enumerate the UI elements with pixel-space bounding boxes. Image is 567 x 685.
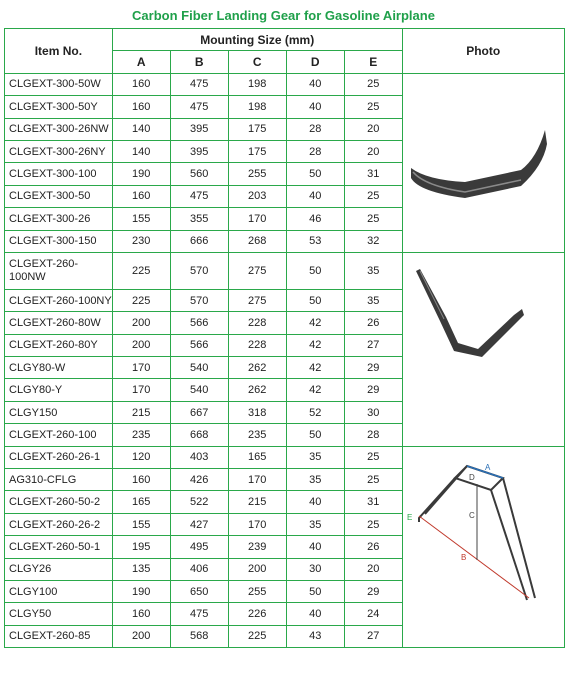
dim-b-cell: 475 — [170, 96, 228, 118]
dim-c-cell: 215 — [228, 491, 286, 513]
dim-b-cell: 560 — [170, 163, 228, 185]
item-no-cell: CLGY80-W — [5, 357, 113, 379]
col-c-header: C — [228, 51, 286, 73]
dim-c-cell: 262 — [228, 357, 286, 379]
item-no-cell: CLGEXT-260- 100NW — [5, 252, 113, 289]
dim-b-cell: 566 — [170, 312, 228, 334]
item-no-cell: CLGEXT-260-50-2 — [5, 491, 113, 513]
dim-b-cell: 475 — [170, 73, 228, 95]
dim-c-cell: 203 — [228, 185, 286, 207]
item-no-cell: CLGEXT-300-26NY — [5, 140, 113, 162]
dim-c-cell: 262 — [228, 379, 286, 401]
dim-d-cell: 42 — [286, 334, 344, 356]
dim-d-cell: 40 — [286, 96, 344, 118]
dim-c-cell: 170 — [228, 469, 286, 491]
dim-a-cell: 200 — [112, 312, 170, 334]
col-b-header: B — [170, 51, 228, 73]
dim-e-cell: 29 — [344, 580, 402, 602]
item-no-cell: CLGEXT-300-26 — [5, 208, 113, 230]
dim-d-cell: 40 — [286, 536, 344, 558]
dim-d-cell: 30 — [286, 558, 344, 580]
dim-e-cell: 25 — [344, 469, 402, 491]
dim-b-cell: 406 — [170, 558, 228, 580]
dim-b-cell: 570 — [170, 289, 228, 311]
dim-a-cell: 195 — [112, 536, 170, 558]
dim-d-cell: 35 — [286, 446, 344, 468]
dim-c-cell: 228 — [228, 334, 286, 356]
item-no-cell: CLGEXT-300-50W — [5, 73, 113, 95]
diagram-label-b: B — [461, 553, 467, 562]
landing-gear-dimension-diagram — [405, 458, 545, 613]
dim-e-cell: 25 — [344, 208, 402, 230]
dim-c-cell: 198 — [228, 96, 286, 118]
item-no-cell: CLGEXT-260-85 — [5, 625, 113, 647]
dim-e-cell: 29 — [344, 379, 402, 401]
dim-c-cell: 165 — [228, 446, 286, 468]
mounting-size-header: Mounting Size (mm) — [112, 29, 402, 51]
dim-d-cell: 50 — [286, 163, 344, 185]
bent-landing-gear-photo — [410, 265, 540, 365]
dim-b-cell: 426 — [170, 469, 228, 491]
dim-b-cell: 395 — [170, 118, 228, 140]
dim-b-cell: 566 — [170, 334, 228, 356]
dim-b-cell: 495 — [170, 536, 228, 558]
dim-b-cell: 403 — [170, 446, 228, 468]
dim-a-cell: 160 — [112, 96, 170, 118]
item-no-cell: CLGEXT-300-50Y — [5, 96, 113, 118]
dim-b-cell: 427 — [170, 513, 228, 535]
dim-d-cell: 35 — [286, 469, 344, 491]
col-e-header: E — [344, 51, 402, 73]
item-no-cell: CLGEXT-300-26NW — [5, 118, 113, 140]
dim-a-cell: 160 — [112, 469, 170, 491]
dim-b-cell: 540 — [170, 379, 228, 401]
dim-a-cell: 155 — [112, 513, 170, 535]
dim-c-cell: 255 — [228, 163, 286, 185]
item-no-cell: CLGEXT-260-50-1 — [5, 536, 113, 558]
dim-d-cell: 50 — [286, 252, 344, 289]
dim-e-cell: 30 — [344, 401, 402, 423]
dim-d-cell: 50 — [286, 424, 344, 446]
dim-c-cell: 239 — [228, 536, 286, 558]
diagram-label-a: A — [485, 463, 491, 472]
dim-d-cell: 42 — [286, 379, 344, 401]
dim-c-cell: 226 — [228, 603, 286, 625]
dim-d-cell: 42 — [286, 357, 344, 379]
dim-b-cell: 540 — [170, 357, 228, 379]
item-no-cell: CLGEXT-260-26-1 — [5, 446, 113, 468]
dim-e-cell: 31 — [344, 491, 402, 513]
col-d-header: D — [286, 51, 344, 73]
dim-c-cell: 175 — [228, 140, 286, 162]
dim-e-cell: 20 — [344, 140, 402, 162]
dim-d-cell: 42 — [286, 312, 344, 334]
dim-d-cell: 50 — [286, 289, 344, 311]
dim-a-cell: 170 — [112, 357, 170, 379]
dim-a-cell: 230 — [112, 230, 170, 252]
dim-c-cell: 170 — [228, 208, 286, 230]
dim-c-cell: 275 — [228, 252, 286, 289]
dim-d-cell: 50 — [286, 580, 344, 602]
dim-c-cell: 318 — [228, 401, 286, 423]
item-no-cell: CLGY100 — [5, 580, 113, 602]
dim-a-cell: 190 — [112, 163, 170, 185]
dim-b-cell: 475 — [170, 185, 228, 207]
diagram-label-c: C — [469, 511, 475, 520]
dim-a-cell: 235 — [112, 424, 170, 446]
dim-d-cell: 46 — [286, 208, 344, 230]
item-no-cell: CLGEXT-300-100 — [5, 163, 113, 185]
dim-b-cell: 570 — [170, 252, 228, 289]
dim-a-cell: 140 — [112, 140, 170, 162]
dim-e-cell: 35 — [344, 252, 402, 289]
item-no-cell: CLGEXT-260-80W — [5, 312, 113, 334]
dim-d-cell: 28 — [286, 118, 344, 140]
dim-a-cell: 165 — [112, 491, 170, 513]
dim-d-cell: 40 — [286, 603, 344, 625]
dim-c-cell: 200 — [228, 558, 286, 580]
dim-a-cell: 120 — [112, 446, 170, 468]
dim-d-cell: 53 — [286, 230, 344, 252]
dim-c-cell: 198 — [228, 73, 286, 95]
dim-a-cell: 135 — [112, 558, 170, 580]
item-no-cell: CLGEXT-260-80Y — [5, 334, 113, 356]
dim-e-cell: 25 — [344, 446, 402, 468]
dim-e-cell: 20 — [344, 118, 402, 140]
dim-d-cell: 43 — [286, 625, 344, 647]
dim-e-cell: 24 — [344, 603, 402, 625]
dim-e-cell: 32 — [344, 230, 402, 252]
dim-e-cell: 27 — [344, 625, 402, 647]
dim-c-cell: 170 — [228, 513, 286, 535]
dim-a-cell: 170 — [112, 379, 170, 401]
dim-b-cell: 475 — [170, 603, 228, 625]
dim-b-cell: 522 — [170, 491, 228, 513]
dim-a-cell: 140 — [112, 118, 170, 140]
dim-d-cell: 40 — [286, 491, 344, 513]
item-no-cell: CLGEXT-260-26-2 — [5, 513, 113, 535]
dim-d-cell: 35 — [286, 513, 344, 535]
dim-c-cell: 175 — [228, 118, 286, 140]
dim-e-cell: 35 — [344, 289, 402, 311]
photo-header: Photo — [402, 29, 564, 74]
dim-b-cell: 355 — [170, 208, 228, 230]
dim-c-cell: 228 — [228, 312, 286, 334]
item-no-cell: CLGEXT-260-100 — [5, 424, 113, 446]
diagram-label-e: E — [407, 513, 413, 522]
item-no-cell: CLGY80-Y — [5, 379, 113, 401]
item-no-cell: CLGY26 — [5, 558, 113, 580]
dim-c-cell: 235 — [228, 424, 286, 446]
diagram-label-d: D — [469, 473, 475, 482]
dim-a-cell: 200 — [112, 625, 170, 647]
item-no-cell: CLGEXT-300-150 — [5, 230, 113, 252]
dim-e-cell: 25 — [344, 185, 402, 207]
dim-c-cell: 255 — [228, 580, 286, 602]
dim-b-cell: 568 — [170, 625, 228, 647]
dim-e-cell: 29 — [344, 357, 402, 379]
dim-d-cell: 52 — [286, 401, 344, 423]
dim-e-cell: 26 — [344, 536, 402, 558]
col-a-header: A — [112, 51, 170, 73]
dim-d-cell: 40 — [286, 185, 344, 207]
dim-e-cell: 28 — [344, 424, 402, 446]
dim-d-cell: 28 — [286, 140, 344, 162]
dim-e-cell: 25 — [344, 96, 402, 118]
dim-a-cell: 215 — [112, 401, 170, 423]
dim-d-cell: 40 — [286, 73, 344, 95]
dim-e-cell: 31 — [344, 163, 402, 185]
dim-c-cell: 275 — [228, 289, 286, 311]
dim-b-cell: 666 — [170, 230, 228, 252]
dim-a-cell: 190 — [112, 580, 170, 602]
dim-c-cell: 225 — [228, 625, 286, 647]
item-no-header: Item No. — [5, 29, 113, 74]
dim-a-cell: 225 — [112, 289, 170, 311]
dim-a-cell: 160 — [112, 73, 170, 95]
dim-e-cell: 27 — [344, 334, 402, 356]
dim-c-cell: 268 — [228, 230, 286, 252]
page-title: Carbon Fiber Landing Gear for Gasoline Airplane — [132, 8, 435, 23]
dim-e-cell: 20 — [344, 558, 402, 580]
dim-a-cell: 160 — [112, 185, 170, 207]
item-no-cell: CLGY50 — [5, 603, 113, 625]
dim-a-cell: 160 — [112, 603, 170, 625]
item-no-cell: CLGEXT-300-50 — [5, 185, 113, 207]
dim-b-cell: 395 — [170, 140, 228, 162]
dim-b-cell: 667 — [170, 401, 228, 423]
dim-a-cell: 155 — [112, 208, 170, 230]
dim-b-cell: 650 — [170, 580, 228, 602]
table-row — [5, 73, 565, 95]
dim-a-cell: 225 — [112, 252, 170, 289]
item-no-cell: CLGEXT-260-100NY — [5, 289, 113, 311]
dim-e-cell: 26 — [344, 312, 402, 334]
curved-landing-gear-photo — [405, 120, 555, 210]
dim-b-cell: 668 — [170, 424, 228, 446]
dim-e-cell: 25 — [344, 73, 402, 95]
dim-e-cell: 25 — [344, 513, 402, 535]
item-no-cell: CLGY150 — [5, 401, 113, 423]
dim-a-cell: 200 — [112, 334, 170, 356]
item-no-cell: AG310-CFLG — [5, 469, 113, 491]
